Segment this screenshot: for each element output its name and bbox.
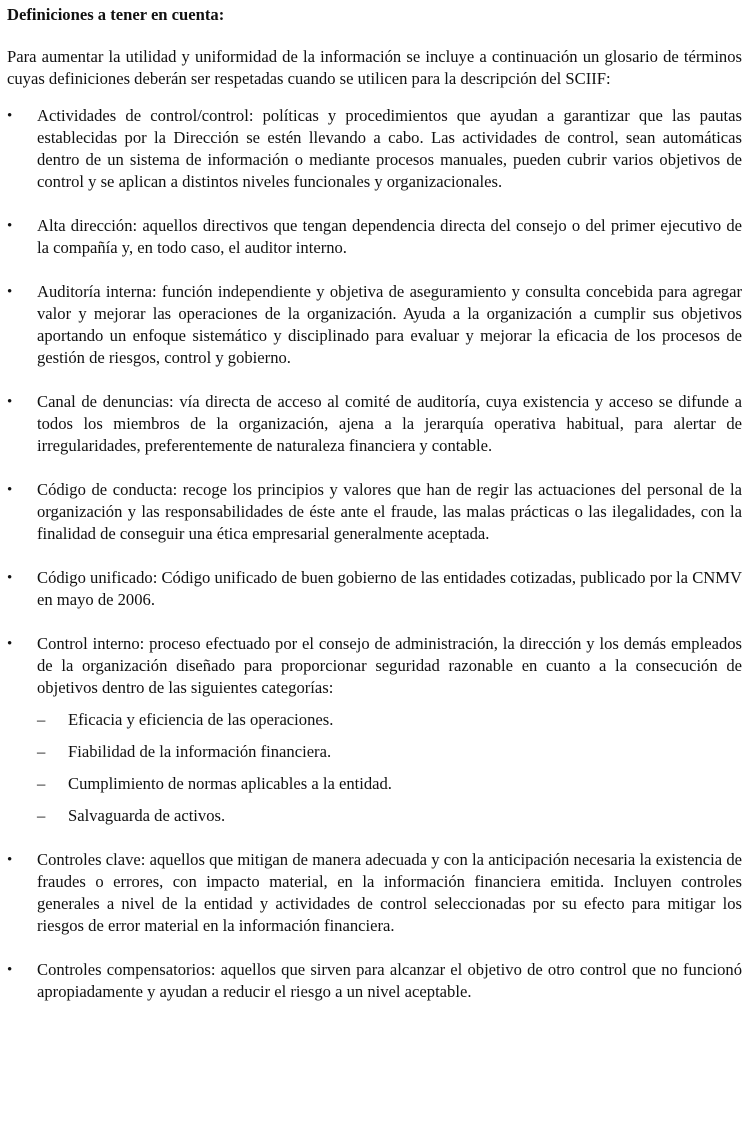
- dash-icon: –: [37, 806, 46, 825]
- sub-list-item: [37, 709, 742, 731]
- definition-text: Actividades de control/control: políticas y procedimientos que ayudan a garantizar que las pautas establecidas por la Dirección se estén llevando a cabo. Las actividades de control, sean automáticas dentro de un sistema de información o mediante procesos manuales, pueden cubrir varios objetivos de control y se aplican a distintos niveles funcionales y organizacionales.: [37, 106, 742, 191]
- dash-icon: –: [37, 774, 46, 793]
- definition-text: Alta dirección: aquellos directivos que tengan dependencia directa del consejo o del primer ejecutivo de la compañía y, en todo caso, el auditor interno.: [37, 216, 742, 257]
- definition-item: [7, 479, 742, 545]
- definition-text: Control interno: proceso efectuado por el consejo de administración, la dirección y los demás empleados de la organización diseñado para proporcionar seguridad razonable en cuanto a la consecución de objetivos dentro de las siguientes categorías:: [37, 634, 742, 697]
- definition-item: [7, 849, 742, 937]
- bullet-icon: •: [7, 284, 13, 300]
- definition-item: [7, 391, 742, 457]
- sub-list-item: [37, 773, 742, 795]
- definition-text: Código de conducta: recoge los principios y valores que han de regir las actuaciones del personal de la organización y las responsabilidades de éste ante el fraude, las malas prácticas o las ilegalidades, con la finalidad de conseguir una ética empresarial generalmente aceptada.: [37, 480, 742, 543]
- bullet-icon: •: [7, 482, 13, 498]
- sub-item-text: Fiabilidad de la información financiera.: [68, 742, 332, 761]
- bullet-icon: •: [7, 962, 13, 978]
- definition-item: [7, 105, 742, 193]
- definition-item: [7, 633, 742, 827]
- definitions-list: [7, 105, 742, 1003]
- definition-text: Controles clave: aquellos que mitigan de manera adecuada y con la anticipación necesaria la existencia de fraudes o errores, con impacto material, en la información financiera emitida. Incluyen controles generales a nivel de la entidad y actividades de control seleccionadas por su efecto para mitigar los riesgos de error material en la información financiera.: [37, 850, 742, 935]
- control-categories-list: [37, 709, 742, 827]
- section-heading: Definiciones a tener en cuenta:: [7, 5, 225, 24]
- definition-item: [7, 281, 742, 369]
- sub-item-text: Eficacia y eficiencia de las operaciones.: [68, 710, 334, 729]
- bullet-icon: •: [7, 108, 13, 124]
- sub-list-item: [37, 805, 742, 827]
- bullet-icon: •: [7, 636, 13, 652]
- bullet-icon: •: [7, 394, 13, 410]
- definition-text: Código unificado: Código unificado de buen gobierno de las entidades cotizadas, publicado por la CNMV en mayo de 2006.: [37, 568, 742, 609]
- dash-icon: –: [37, 710, 46, 729]
- definition-text: Controles compensatorios: aquellos que sirven para alcanzar el objetivo de otro control que no funcionó apropiadamente y ayudan a reducir el riesgo a un nivel aceptable.: [37, 960, 742, 1001]
- intro-paragraph: Para aumentar la utilidad y uniformidad de la información se incluye a continuación un glosario de términos cuyas definiciones deberán ser respetadas cuando se utilicen para la descripción del SCIIF:: [7, 47, 742, 88]
- dash-icon: –: [37, 742, 46, 761]
- sub-item-text: Salvaguarda de activos.: [68, 806, 226, 825]
- definition-text: Auditoría interna: función independiente y objetiva de aseguramiento y consulta concebida para agregar valor y mejorar las operaciones de la organización. Ayuda a la organización a cumplir sus objetivos aportando un enfoque sistemático y disciplinado para evaluar y mejorar la eficacia de los procesos de gestión de riesgos, control y gobierno.: [37, 282, 742, 367]
- sub-list-item: [37, 741, 742, 763]
- bullet-icon: •: [7, 852, 13, 868]
- definition-item: [7, 215, 742, 259]
- sub-item-text: Cumplimiento de normas aplicables a la entidad.: [68, 774, 392, 793]
- definition-text: Canal de denuncias: vía directa de acceso al comité de auditoría, cuya existencia y acceso se difunde a todos los miembros de la organización, ajena a la jerarquía operativa habitual, para alertar de irregularidades, preferentemente de naturaleza financiera y contable.: [37, 392, 742, 455]
- bullet-icon: •: [7, 570, 13, 586]
- bullet-icon: •: [7, 218, 13, 234]
- definition-item: [7, 567, 742, 611]
- definition-item: [7, 959, 742, 1003]
